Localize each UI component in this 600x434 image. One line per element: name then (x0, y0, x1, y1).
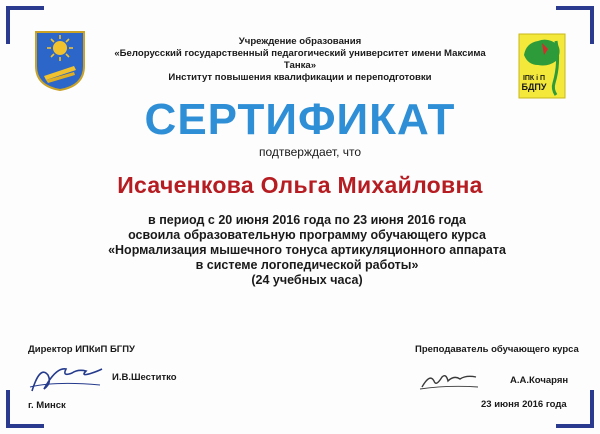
confirms-text: подтверждает, что (258, 145, 362, 159)
director-title: Директор ИПКиП БГПУ (28, 344, 135, 355)
instructor-name: А.А.Кочарян (510, 375, 569, 386)
body-line-4: в системе логопедической работы» (195, 258, 419, 272)
certificate-body (0, 213, 600, 288)
institute-logo-icon (518, 33, 566, 99)
institution-line-3: Институт повышения квалификации и переподготовки (168, 72, 432, 83)
city-text: г. Минск (28, 400, 66, 411)
logo-text-line-1: ІПК і П (522, 75, 546, 82)
institution-line-2: «Белорусский государственный педагогический университет имени Максима Танка» (114, 48, 486, 71)
institution-header (100, 36, 500, 84)
institution-line-1: Учреждение образования (238, 36, 362, 47)
director-signature-icon (26, 355, 104, 397)
body-line-2: освоила образовательную программу обучающего курса (128, 228, 486, 242)
body-line-1: в период с 20 июня 2016 года по 23 июня 2016 года (148, 213, 466, 227)
body-line-3: «Нормализация мышечного тонуса артикуляционного аппарата (108, 243, 506, 257)
issue-date: 23 июня 2016 года (481, 399, 567, 410)
instructor-title: Преподаватель обучающего курса (415, 344, 579, 355)
certificate-title: СЕРТИФИКАТ (144, 95, 456, 144)
recipient-name: Исаченкова Ольга Михайловна (117, 172, 483, 198)
logo-text-line-2: БДПУ (521, 82, 547, 92)
instructor-signature-icon (418, 367, 480, 393)
body-line-5: (24 учебных часа) (251, 273, 363, 287)
city-coat-of-arms-icon (34, 30, 86, 92)
director-name: И.В.Шеститко (112, 372, 177, 383)
